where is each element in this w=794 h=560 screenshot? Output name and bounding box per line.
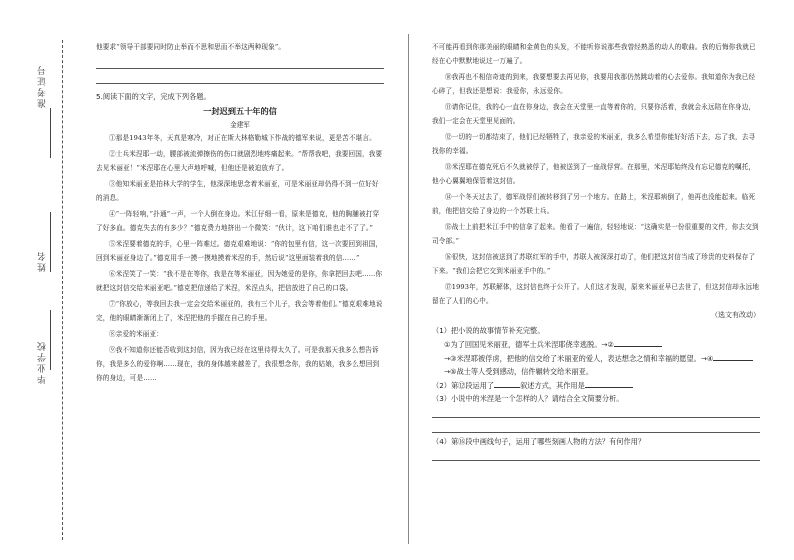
story-paragraph: ⑩我再也不相信奇迹的到来，我要想要去再见你，我要用我那仍然跳动着的心去爱你。我知道你为我已经心碎了，但我还是想说：我爱你，永远爱你。: [432, 73, 756, 95]
story-paragraph: ⑤米涅要着德克的手，心里一阵难过。德克艰难地说：“你的包里有信，这一次要回到祖国，回到米丽亚身边了。”德克用手一摸一摸地摸着米涅的手，然后说“这里面装着我的信……”: [96, 240, 383, 262]
answer-line[interactable]: [432, 405, 760, 418]
story-paragraph: ②士兵米涅耶一动，腰部被流弹擦伤的伤口就剧烈地疼痛起来。“帮帮我吧，我要回国，我要去见米丽亚！”米涅耶在心里大声地呼喊，但他还是被迫放弃了。: [96, 150, 383, 172]
question-3: （3）小说中的米涅是一个怎样的人？请结合全文简要分析。: [432, 394, 624, 403]
school-label: 毕业学校: [38, 340, 48, 384]
story-paragraph: ⑬米涅耶在德克死后不久就被俘了，他被送到了一座战俘营。在那里，米涅耶始终没有忘记德克的嘱托，他小心翼翼地保管着这封信。: [432, 163, 756, 185]
fill-blank[interactable]: [585, 378, 633, 388]
question-heading: 5.阅读下面的文字，完成下列各题。: [96, 92, 211, 101]
story-paragraph: 不可能再看到你那美丽的眼睛和金黄色的头发，不能听你说那些我曾经熟悉的动人的歌曲。我的后悔你我就已经在心中默默地说过一万遍了。: [432, 43, 756, 65]
answer-line[interactable]: [96, 71, 384, 84]
story-paragraph: ⑧亲爱的米丽亚：: [109, 330, 163, 338]
name-line: [50, 212, 51, 272]
story-paragraph: ①那是1943年冬，天真是寒冷，对正在斯大林格勒城下作战的德军来说，更是苦不堪言。: [109, 134, 376, 142]
question-2: [432, 378, 760, 392]
question-1-part: [432, 365, 760, 378]
binding-dashed-line: [62, 40, 63, 540]
question-1-part: [432, 351, 760, 365]
story-paragraph: ⑮战士上前把米江手中的信拿了起来。他看了一遍信，轻轻地说：“这确实是一份很重要的文件，你去交到司令部。”: [432, 223, 759, 245]
story-title: 一封迟到五十年的信: [203, 106, 277, 116]
question-2-text-b: 叙述方式，其作用是: [520, 381, 585, 390]
story-paragraph: ③他知米丽亚是拍林大学的学生，他深深地思念着米丽亚，可是米丽亚却仍得不到一位好好的消息。: [96, 180, 379, 202]
question-1-part: [432, 337, 760, 351]
story-paragraph: ④“一阵轻响，”扑通”一声，一个人倒在身边。米江仔细一看，原来是德克，他的胸脯被打穿了好多血。德克失去的有多少？”德克费力地挤出一个微笑：“伙计，这下咱们谁也走不了了。”: [96, 210, 380, 232]
source-note: （选文有改动）: [711, 311, 760, 319]
name-label: 姓名: [38, 250, 48, 272]
fill-blank[interactable]: [713, 351, 753, 361]
answer-line[interactable]: [96, 56, 384, 69]
story-paragraph: ⑪请你记住，我的心一直在你身边，我会在天堂里一直等着你的，只要你活着，我就会永远陪在你身边，我们一定会在天堂里见面的。: [432, 103, 756, 125]
right-column: [432, 40, 760, 463]
question-4: （4）第⑯段中画线句子，运用了哪些刻画人物的方法？有何作用？: [432, 437, 646, 446]
story-paragraph: ⑫一切的一切都结束了，他们已经牺牲了，我亲爱的米丽亚，我多么希望你能好好活下去，忘了我，去寻找你的幸福。: [432, 133, 756, 155]
question-1-text-a: ①为了回国见米丽亚，德军士兵米涅耶侥幸逃脱。→②: [444, 340, 614, 349]
left-column: [96, 40, 384, 387]
story-paragraph: ⑰1993年，苏联解体，这封信也终于公开了。人们这才发现，原来米丽亚早已去世了，但这封信却永远地留在了人们的心中。: [432, 283, 760, 305]
question-1-text-c: →⑤战士等人受到感动，信件辗转交给米丽亚。: [444, 367, 594, 376]
story-author: 金建军: [230, 121, 250, 129]
intro-text: 他要求“领导干部要同时防止举而不思和思而不举这两种现象”。: [96, 43, 286, 51]
question-1-text-b: →③米涅耶被俘虏，把他的信交给了米丽亚的爱人，表达想念之情和幸福的愿望。→④: [444, 354, 714, 363]
column-divider: [408, 34, 409, 544]
question-2-text-a: （2）第⑫段运用了: [432, 381, 495, 390]
fill-blank[interactable]: [494, 378, 520, 388]
story-paragraph: ⑨我不知道你还能否收到这封信，因为我已经在这里待得太久了。可是我那天我多么想告诉你，我是多么的爱你啊……现在，我的身体越来越差了，我很想念你，我的姑娘，我多么想回到你的身边，可是……: [96, 346, 380, 382]
story-paragraph: ⑦“你放心，等我回去我一定会交给米丽亚的，我有三个儿子，我会等着他们。”德克艰难地说完，他的眼睛渐渐闭上了，米涅把他的手握在自己的手里。: [96, 300, 383, 322]
admission-no-line: [50, 108, 51, 158]
admission-no-label: 准考证号: [38, 64, 48, 108]
story-paragraph: ⑥米涅笑了一笑：“我不是在等你，我是在等米丽亚，因为她爱的是你，你拿把回去吧……你就把这封信交给米丽亚吧。”德克把信递给了米涅，米涅点头，把信放进了自己的口袋。: [96, 270, 383, 292]
answer-line[interactable]: [432, 448, 760, 461]
answer-line[interactable]: [432, 420, 760, 433]
school-line: [50, 310, 51, 370]
binding-margin: [0, 0, 92, 560]
story-paragraph: ⑯很快，这封信被送到了苏联红军的手中，苏联人被深深打动了，他们把这封信当成了珍贵的史料保存了下来。“我们会把它交到米丽亚手中的。”: [432, 253, 756, 275]
fill-blank[interactable]: [614, 337, 662, 347]
question-1: （1）把小说的故事情节补充完整。: [432, 326, 545, 335]
story-paragraph: ⑭一个冬天过去了，德军战俘们被转移到了另一个地方。在路上，米涅耶病倒了，他再也没能起来。临死前，他把信交给了身边的一个苏联士兵。: [432, 193, 756, 215]
